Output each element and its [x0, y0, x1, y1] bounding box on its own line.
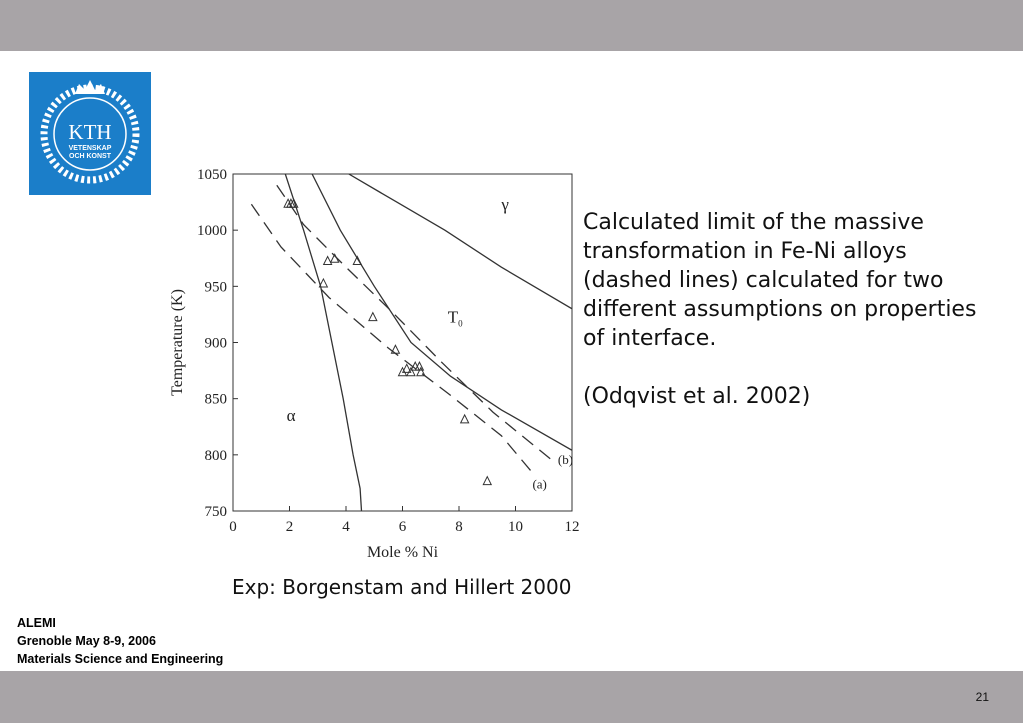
y-tick-label: 900	[204, 335, 227, 352]
y-tick-label: 950	[204, 279, 227, 296]
x-tick-label: 0	[229, 519, 237, 535]
slide-caption	[583, 208, 983, 411]
page-number: 21	[975, 690, 989, 704]
footer-bar	[0, 671, 1023, 723]
x-tick-label: 2	[285, 519, 294, 535]
y-tick-label: 850	[204, 391, 227, 408]
x-axis-label: Mole % Ni	[366, 544, 439, 561]
series-line-2	[312, 174, 572, 450]
y-axis-label: Temperature (K)	[169, 289, 186, 396]
footer-line-3: Materials Science and Engineering	[17, 652, 224, 666]
data-point-triangle	[483, 477, 491, 485]
data-point-triangle	[415, 362, 423, 370]
series-line-5	[251, 204, 535, 476]
header-bar	[0, 0, 1023, 51]
logo-line-2: OCH KONST	[69, 153, 111, 160]
logo-kth-text: KTH	[68, 120, 112, 144]
x-tick-label: 4	[342, 519, 350, 535]
experiment-note: Exp: Borgenstam and Hillert 2000	[232, 575, 572, 599]
x-tick-label: 12	[564, 519, 580, 535]
y-tick-label: 1050	[197, 167, 227, 183]
chart-annotation: $T_0$	[447, 307, 463, 329]
chart-annotation: γ	[501, 194, 509, 214]
x-tick-label: 10	[508, 519, 523, 535]
chart-annotation: (a)	[532, 476, 547, 492]
data-point-triangle	[461, 415, 469, 423]
kth-seal-icon	[29, 72, 151, 195]
data-point-triangle	[369, 313, 377, 321]
phase-diagram-chart	[160, 160, 590, 565]
logo-line-1: VETENSKAP	[68, 145, 112, 152]
series-line-4	[277, 185, 555, 463]
series-line-1	[285, 174, 361, 511]
footer-line-1: ALEMI	[17, 616, 56, 630]
y-tick-label: 750	[204, 504, 227, 520]
x-tick-label: 6	[398, 519, 407, 535]
kth-logo	[29, 72, 151, 195]
footer-line-2: Grenoble May 8-9, 2006	[17, 634, 156, 648]
footer-info	[17, 614, 223, 668]
y-tick-label: 1000	[197, 223, 227, 240]
caption-body: Calculated limit of the massive transformation in Fe-Ni alloys (dashed lines) calculated for two different assumptions on properties of interface.	[583, 210, 977, 351]
caption-reference: (Odqvist et al. 2002)	[583, 384, 811, 409]
plot-frame	[233, 174, 572, 511]
data-point-triangle	[324, 256, 332, 264]
x-tick-label: 8	[455, 519, 463, 535]
chart-annotation: (b)	[557, 451, 574, 467]
y-tick-label: 800	[204, 447, 227, 464]
series-line-3	[349, 174, 572, 309]
chart-annotation: α	[286, 406, 296, 426]
